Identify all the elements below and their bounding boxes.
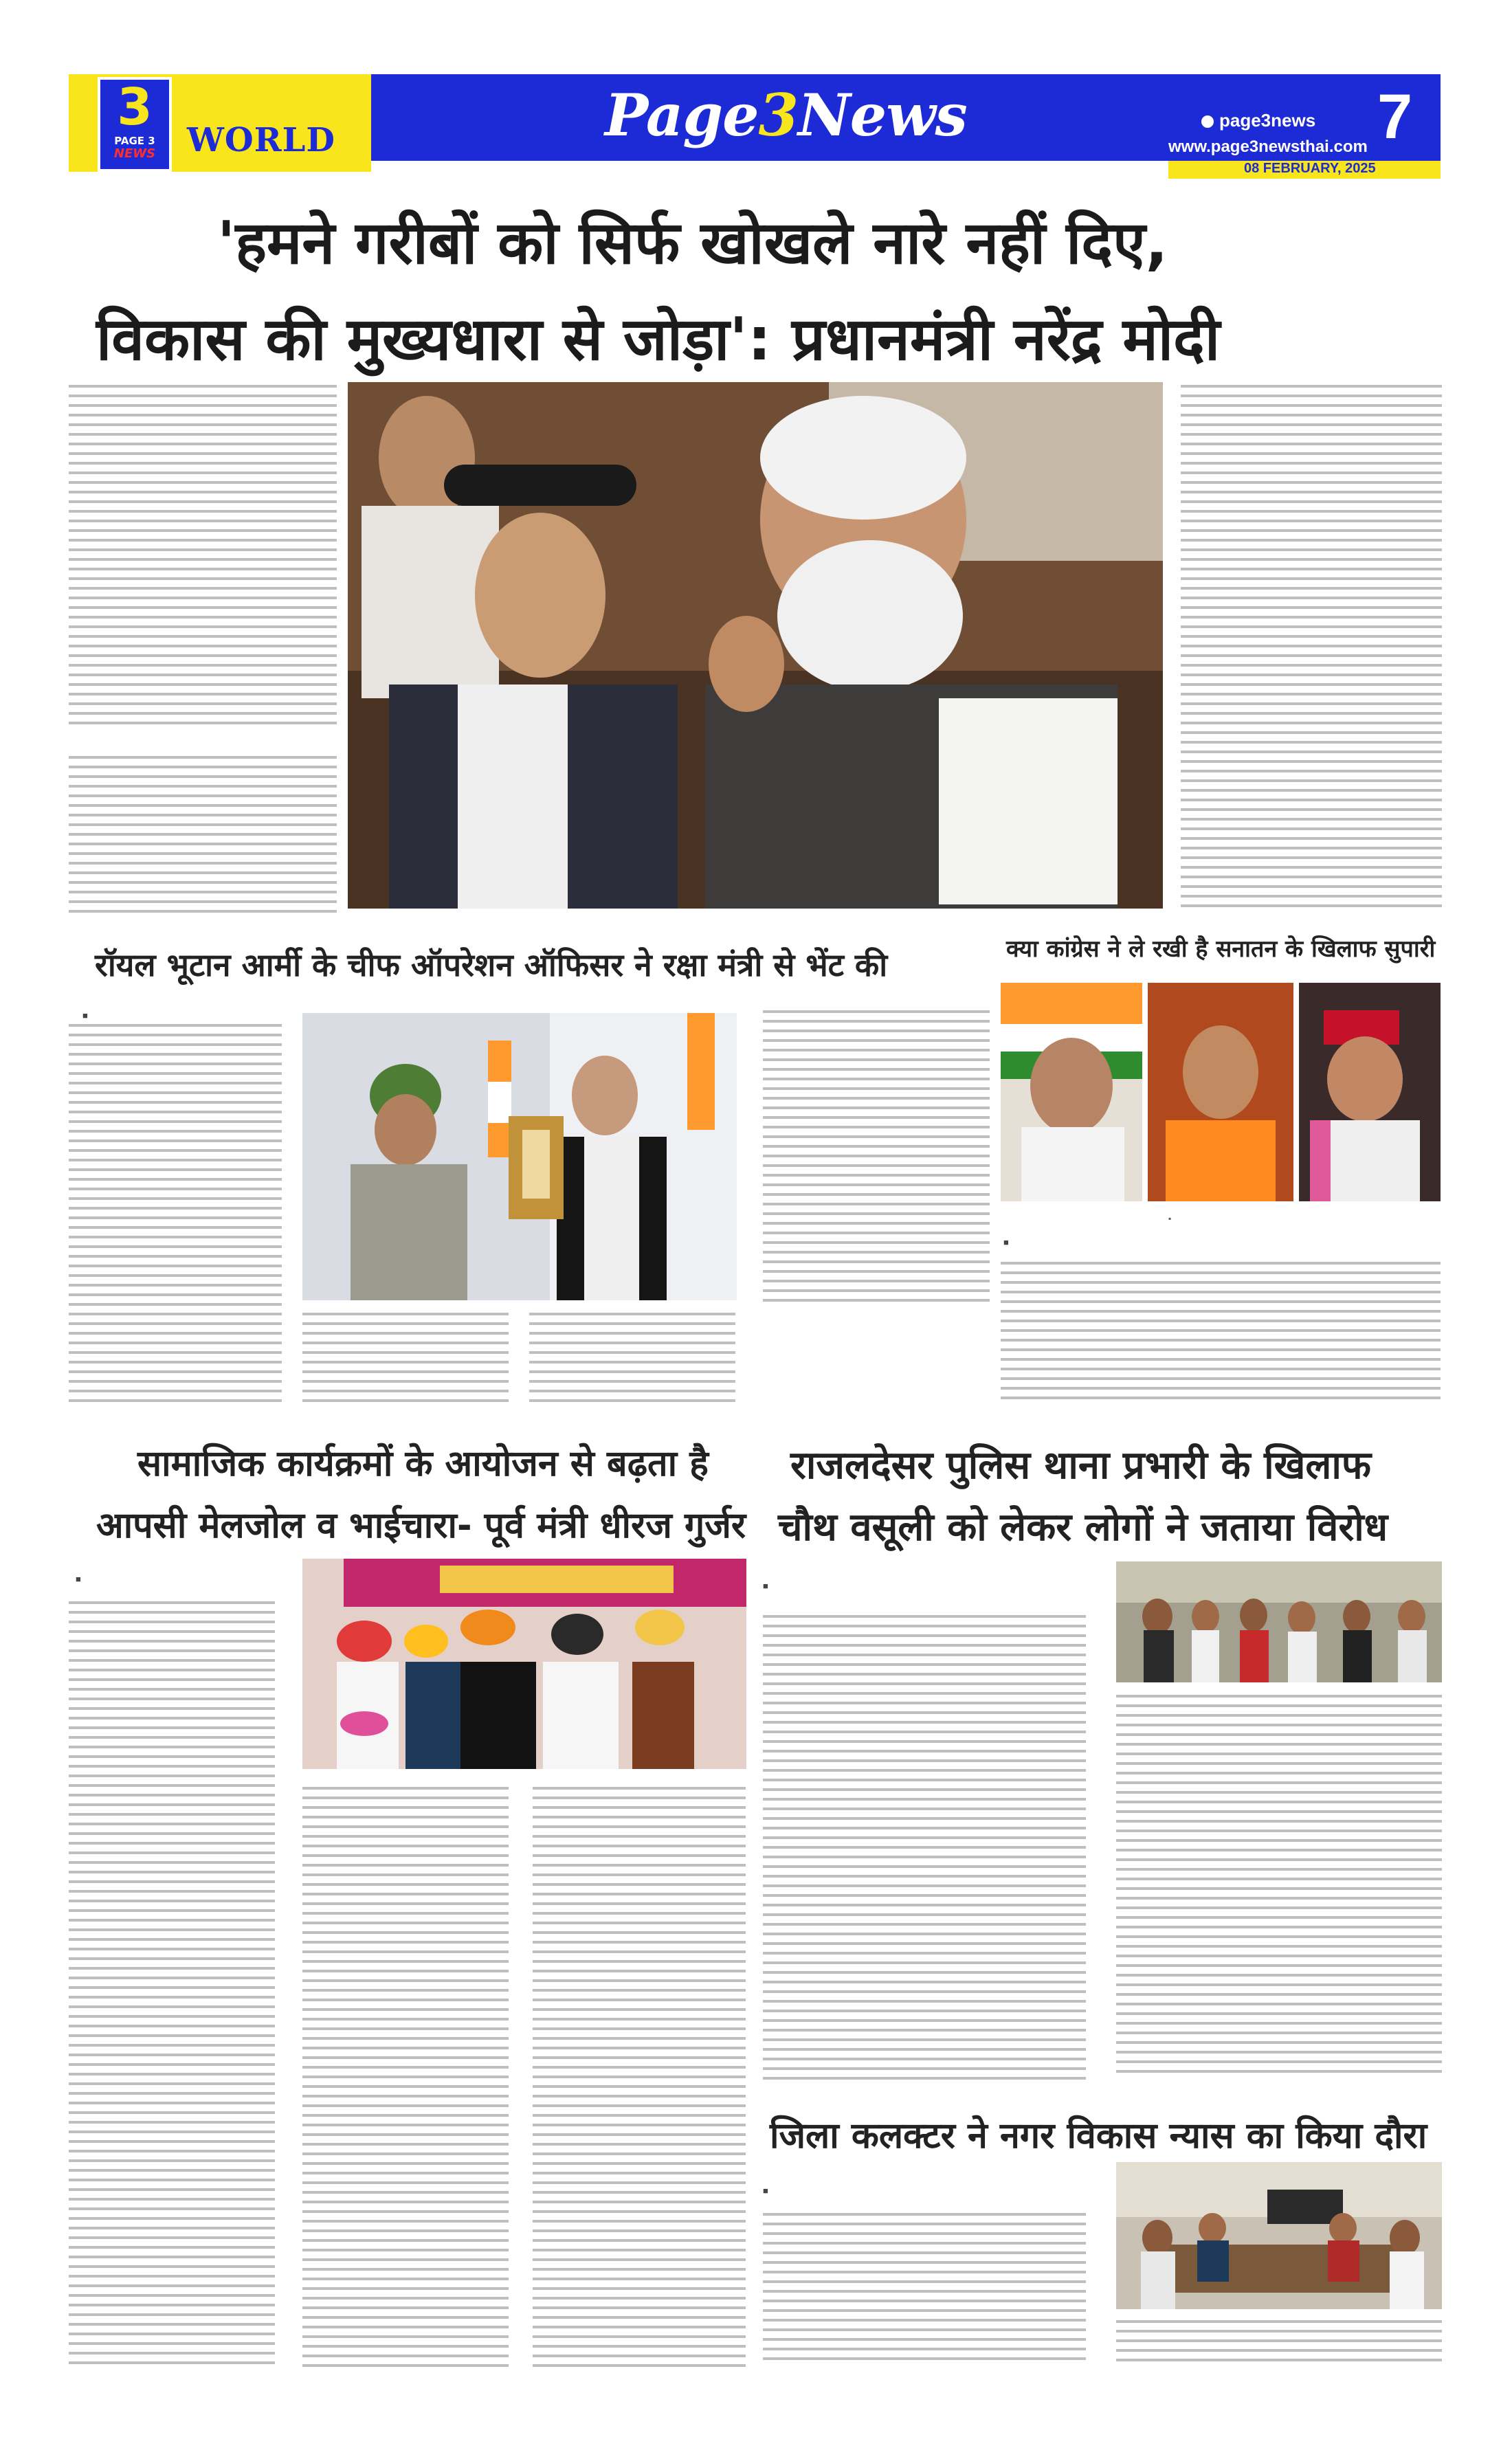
social-story-column-1 (69, 1601, 275, 2371)
title-part-page: Page (605, 81, 759, 149)
police-story-column-2 (1116, 1695, 1442, 2080)
collector-photo-illustration (1116, 2162, 1442, 2309)
police-dateline: ■ (763, 1581, 768, 1591)
congress-photo-caption: ▪ (1168, 1214, 1172, 1223)
main-story-right-column (1181, 385, 1442, 907)
collector-story-column-1 (763, 2213, 1086, 2364)
social-story-photo[interactable] (302, 1559, 746, 1769)
newspaper-title[interactable] (605, 81, 967, 149)
social-story-column-2 (302, 1787, 509, 2371)
collector-story-headline[interactable]: जिला कलक्टर ने नगर विकास न्यास का किया दौरा (770, 2115, 1427, 2157)
bhutan-story-column-1 (69, 1024, 282, 1409)
bhutan-dateline: ■ (82, 1010, 88, 1021)
title-part-news: News (797, 81, 967, 149)
bhutan-photo-illustration (302, 1013, 737, 1300)
bhutan-story-column-4 (529, 1313, 735, 1409)
bhutan-story-headline[interactable]: रॉयल भूटान आर्मी के चीफ ऑपरेशन ऑफिसर ने रक्षा मंत्री से भेंट की (95, 946, 888, 983)
police-story-headline-line1[interactable]: राजलदेसर पुलिस थाना प्रभारी के खिलाफ (790, 1443, 1372, 1488)
congress-story-text (1001, 1262, 1441, 1406)
page-number: 7 (1377, 82, 1413, 152)
social-story-headline-line1[interactable]: सामाजिक कार्यक्रमों के आयोजन से बढ़ता है (137, 1443, 709, 1484)
main-story-left-column (69, 385, 337, 728)
logo-number: 3 (117, 78, 153, 137)
logo-news-text: NEWS (113, 146, 156, 161)
social-photo-illustration (302, 1559, 746, 1769)
logo-small-text: PAGE 3 (114, 135, 155, 147)
bhutan-story-column-2 (763, 1010, 990, 1306)
police-story-headline-line2[interactable]: चौथ वसूली को लेकर लोगों ने जताया विरोध (778, 1505, 1388, 1550)
main-story-left-column-2 (69, 756, 337, 914)
social-story-column-3 (533, 1787, 746, 2371)
congress-dateline: ■ (1003, 1237, 1009, 1247)
social-story-headline-line2[interactable]: आपसी मेलजोल व भाईचारा- पूर्व मंत्री धीरज गुर्जर (96, 1505, 746, 1546)
bhutan-story-column-3 (302, 1313, 509, 1409)
social-handle[interactable] (1201, 110, 1315, 131)
congress-story-headline[interactable]: क्या कांग्रेस ने ले रखी है सनातन के खिलाफ सुपारी (1006, 935, 1436, 963)
bhutan-story-photo[interactable] (302, 1013, 737, 1300)
main-photo-illustration (348, 382, 1163, 909)
congress-story-photos[interactable] (1001, 983, 1441, 1201)
page3-logo[interactable] (98, 77, 172, 172)
social-dateline: ■ (76, 1574, 81, 1584)
congress-photo-illustration (1001, 983, 1441, 1201)
main-headline-line1[interactable]: 'हमने गरीबों को सिर्फ खोखले नारे नहीं दिए, (217, 209, 1168, 278)
police-story-column-1 (763, 1615, 1086, 2082)
social-icon (1201, 115, 1214, 128)
website-link[interactable]: www.page3newsthai.com (1168, 137, 1368, 156)
collector-dateline: ■ (763, 2185, 768, 2196)
main-story-photo[interactable] (348, 382, 1163, 909)
issue-date: 08 FEBRUARY, 2025 (1244, 161, 1376, 176)
police-story-photo[interactable] (1116, 1561, 1442, 1682)
collector-story-column-2 (1116, 2320, 1442, 2368)
collector-story-photo[interactable] (1116, 2162, 1442, 2309)
main-headline-line2[interactable]: विकास की मुख्यधारा से जोड़ा': प्रधानमंत्री नरेंद्र मोदी (96, 305, 1221, 374)
section-label: WORLD (187, 121, 335, 159)
police-photo-illustration (1116, 1561, 1442, 1682)
social-handle-text: page3news (1219, 110, 1316, 131)
title-part-three: 3 (758, 81, 798, 149)
